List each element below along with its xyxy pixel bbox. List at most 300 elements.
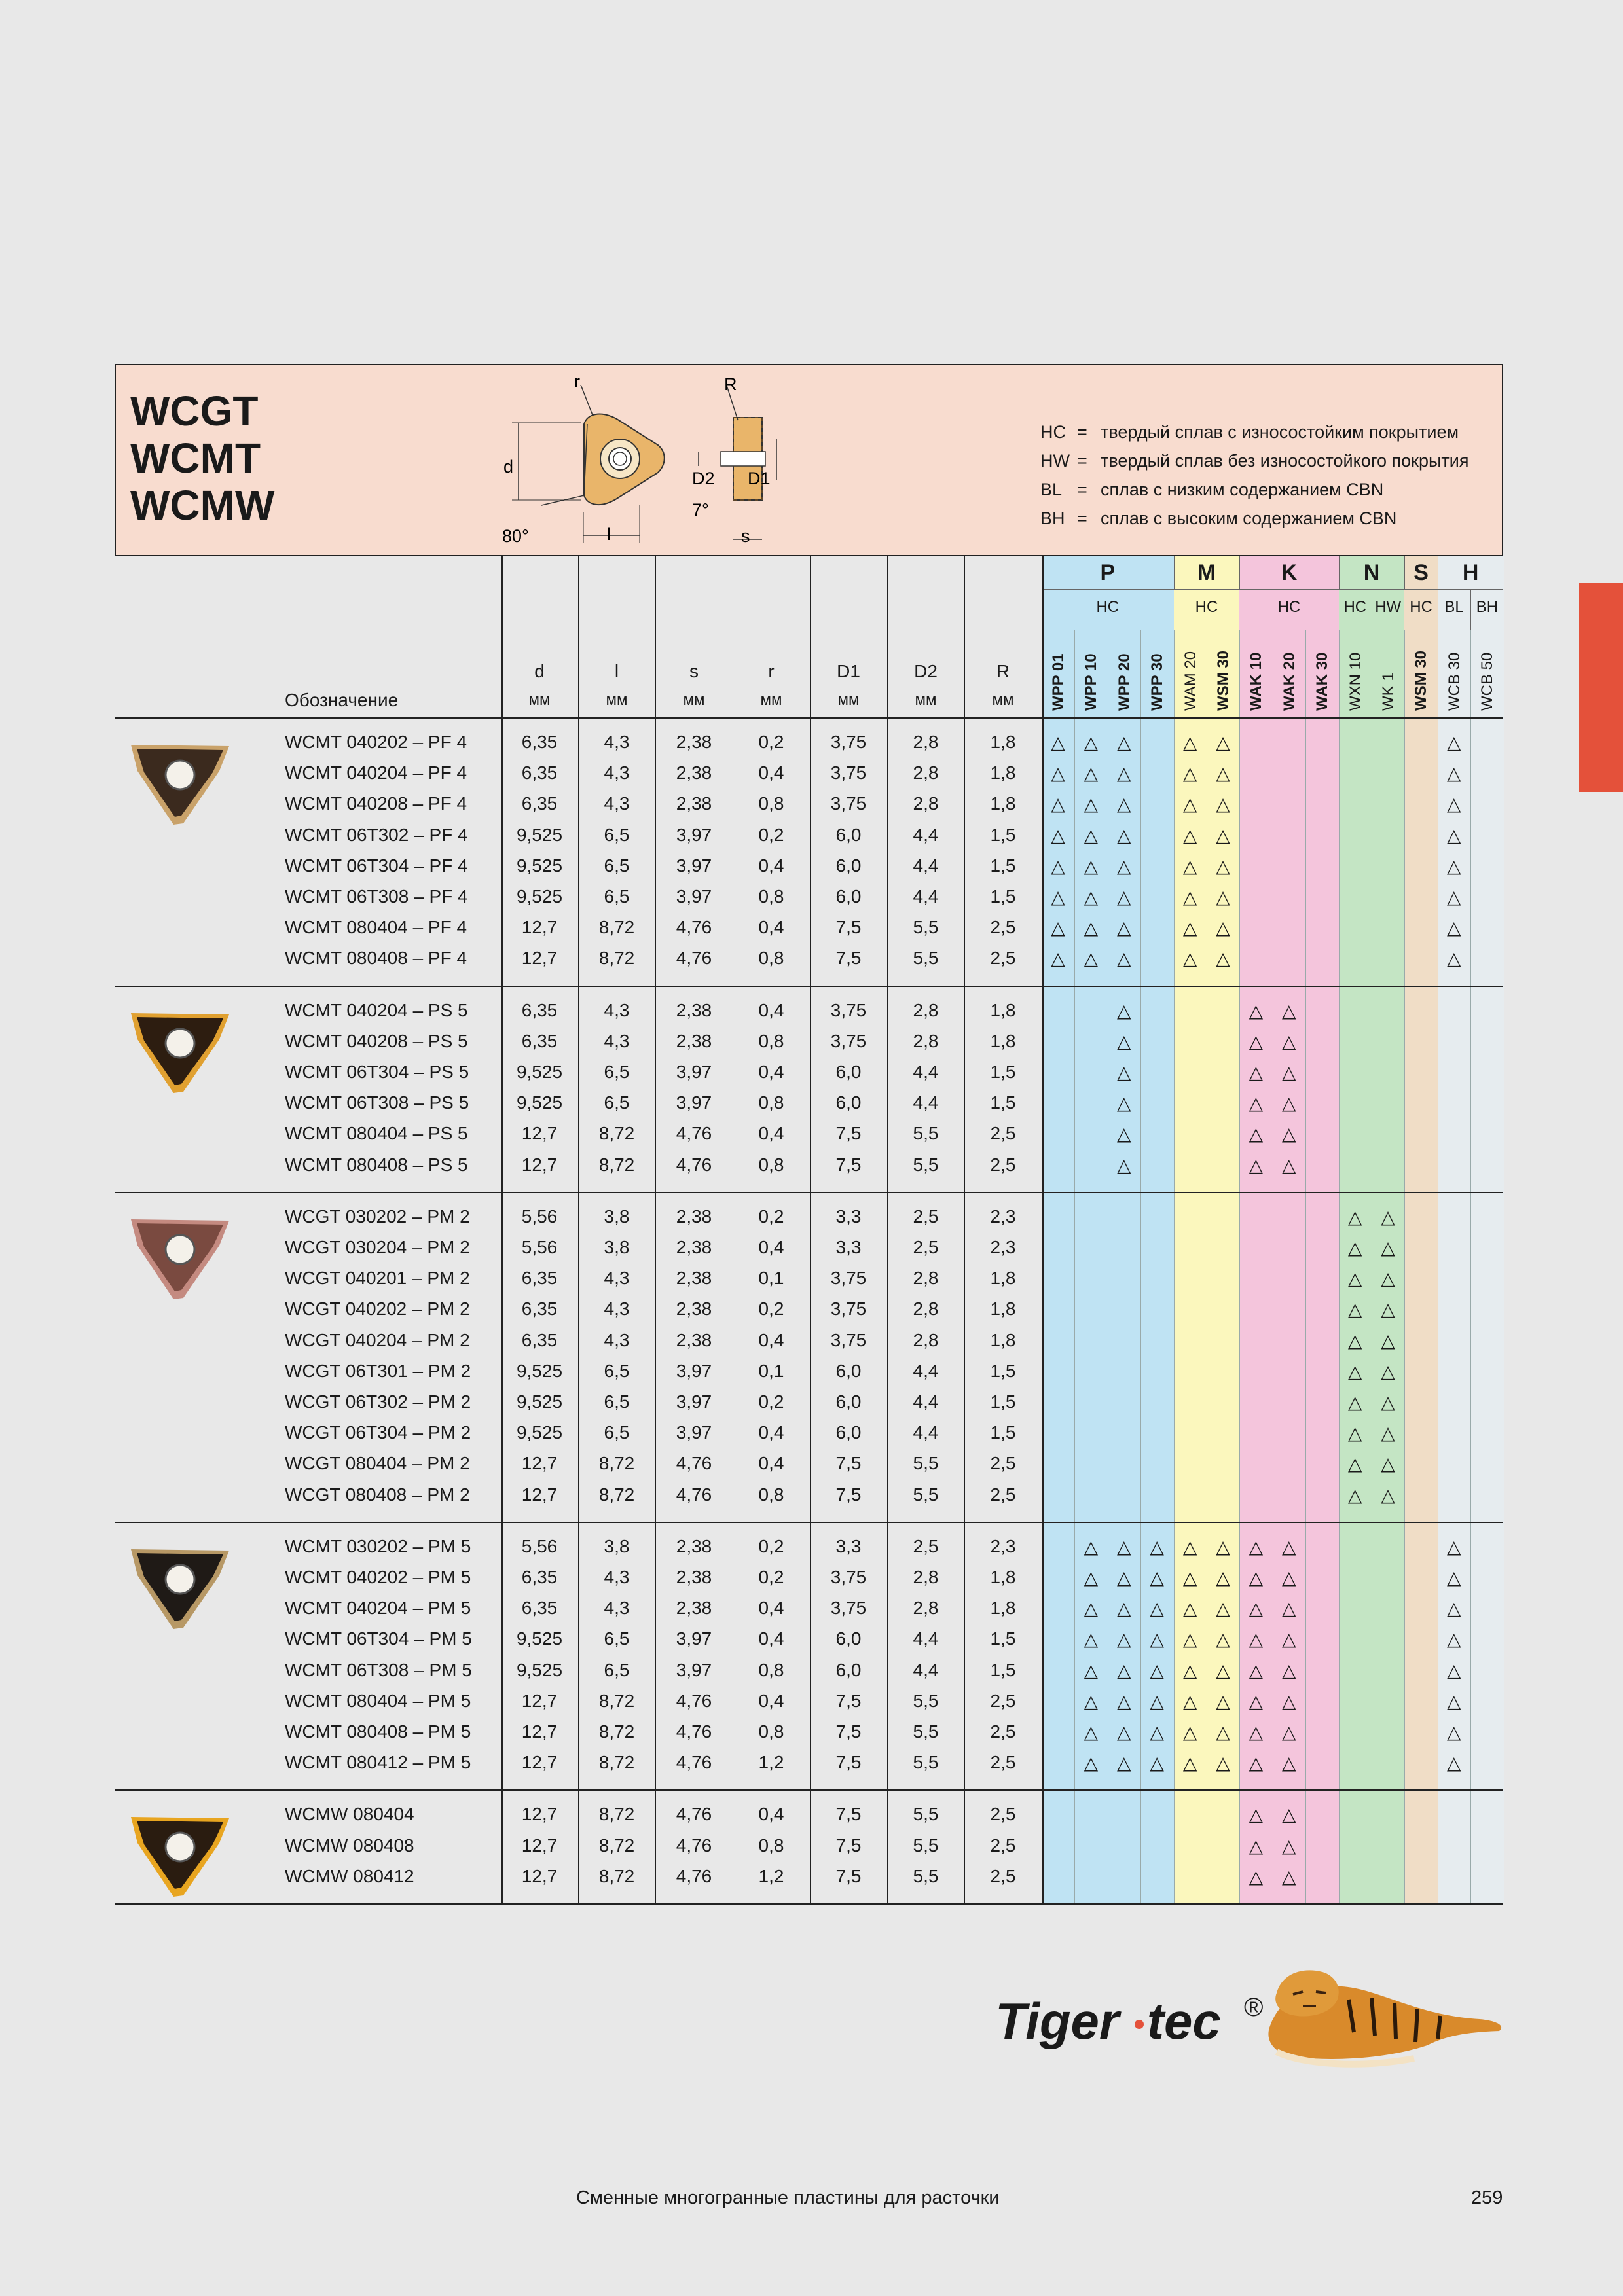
table-row-designation: WCMT 030202 – PM 5 — [285, 1535, 471, 1556]
table-cell-value: 0,8 — [758, 886, 784, 906]
table-cell-value: 8,72 — [598, 1690, 635, 1711]
table-cell-value: 2,5 — [990, 1123, 1016, 1144]
material-group-letter: H — [1462, 560, 1479, 585]
table-cell-value: 2,38 — [676, 1535, 712, 1556]
legend-row — [1040, 446, 1468, 475]
availability-mark: △ — [1447, 918, 1461, 939]
availability-mark: △ — [1182, 1691, 1197, 1712]
table-cell-value: 5,5 — [913, 917, 939, 938]
availability-mark: △ — [1182, 732, 1197, 753]
availability-mark: △ — [1216, 825, 1230, 846]
availability-mark: △ — [1117, 1031, 1131, 1052]
table-cell-value: 6,0 — [835, 1422, 862, 1443]
designation-header: Обозначение — [285, 690, 399, 710]
insert-geometry-diagram — [502, 374, 777, 551]
table-cell-value: 7,5 — [835, 948, 862, 969]
diagram-label-l: l — [607, 524, 611, 544]
availability-mark: △ — [1282, 1866, 1296, 1887]
table-cell-value: 12,7 — [521, 1154, 558, 1175]
availability-mark: △ — [1381, 1299, 1395, 1320]
availability-mark: △ — [1249, 1691, 1264, 1712]
legend-desc: твердый сплав с износостойким покрытием — [1101, 422, 1459, 442]
availability-mark: △ — [1249, 1722, 1264, 1742]
availability-mark: △ — [1084, 1753, 1099, 1774]
availability-mark: △ — [1381, 1238, 1395, 1258]
insert-photo-pm5 — [121, 1536, 239, 1634]
table-cell-value: 8,72 — [598, 1835, 635, 1856]
availability-mark: △ — [1447, 794, 1461, 815]
table-cell-value: 4,76 — [676, 1154, 712, 1175]
availability-mark: △ — [1216, 1536, 1230, 1557]
table-row-designation: WCGT 06T301 – PM 2 — [285, 1360, 471, 1381]
availability-mark: △ — [1282, 1062, 1296, 1083]
table-row-designation: WCMT 06T302 – PF 4 — [285, 824, 468, 845]
table-cell-value: 1,5 — [990, 1422, 1016, 1443]
table-cell-value: 3,75 — [830, 1567, 867, 1587]
table-cell-value: 1,5 — [990, 886, 1016, 906]
table-row-designation: WCMT 040204 – PF 4 — [285, 762, 467, 783]
table-row-designation: WCMT 06T308 – PS 5 — [285, 1092, 469, 1113]
table-cell-value: 5,56 — [521, 1535, 558, 1556]
table-cell-value: 8,72 — [598, 1154, 635, 1175]
availability-mark: △ — [1282, 1835, 1296, 1856]
table-cell-value: 4,76 — [676, 1752, 712, 1773]
dimension-header: d — [534, 661, 545, 681]
availability-mark: △ — [1182, 794, 1197, 815]
insert-photo-wcmw — [121, 1804, 239, 1902]
table-cell-value: 1,5 — [990, 855, 1016, 876]
table-cell-value: 3,97 — [676, 1391, 712, 1412]
table-cell-value: 12,7 — [521, 1721, 558, 1742]
availability-mark: △ — [1117, 948, 1131, 969]
availability-mark: △ — [1051, 855, 1065, 876]
divider — [1174, 556, 1175, 590]
table-cell-value: 0,4 — [758, 1329, 784, 1350]
table-cell-value: 1,8 — [990, 1299, 1016, 1319]
table-cell-value: 0,8 — [758, 1659, 784, 1680]
table-cell-value: 6,35 — [521, 1299, 558, 1319]
table-cell-value: 2,8 — [913, 1329, 939, 1350]
availability-mark: △ — [1150, 1629, 1164, 1650]
availability-mark: △ — [1216, 855, 1230, 876]
table-cell-value: 4,76 — [676, 917, 712, 938]
dimension-header: l — [614, 661, 619, 681]
table-cell-value: 1,5 — [990, 1092, 1016, 1113]
availability-mark: △ — [1249, 1753, 1264, 1774]
divider — [115, 717, 1503, 719]
table-cell-value: 2,38 — [676, 999, 712, 1020]
material-group-letter: K — [1281, 560, 1298, 585]
table-cell-value: 6,0 — [835, 1092, 862, 1113]
table-cell-value: 0,2 — [758, 1535, 784, 1556]
table-cell-value: 2,3 — [990, 1206, 1016, 1227]
dimension-header: R — [996, 661, 1010, 681]
table-cell-value: 0,1 — [758, 1268, 784, 1289]
table-cell-value: 0,4 — [758, 855, 784, 876]
table-cell-value: 5,5 — [913, 1804, 939, 1825]
table-cell-value: 9,525 — [516, 1391, 563, 1412]
table-cell-value: 12,7 — [521, 1123, 558, 1144]
table-cell-value: 6,35 — [521, 1030, 558, 1051]
table-cell-value: 4,76 — [676, 948, 712, 969]
table-cell-value: 2,5 — [990, 917, 1016, 938]
availability-mark: △ — [1381, 1206, 1395, 1227]
table-cell-value: 2,38 — [676, 1237, 712, 1257]
availability-mark: △ — [1249, 1093, 1264, 1114]
availability-mark: △ — [1051, 948, 1065, 969]
table-cell-value: 0,4 — [758, 1422, 784, 1443]
dimension-header: s — [689, 661, 699, 681]
table-cell-value: 2,38 — [676, 1329, 712, 1350]
availability-mark: △ — [1150, 1536, 1164, 1557]
table-cell-value: 0,4 — [758, 1628, 784, 1649]
table-cell-value: 6,35 — [521, 1268, 558, 1289]
table-cell-value: 7,5 — [835, 1865, 862, 1886]
table-row-designation: WCMT 080408 – PF 4 — [285, 948, 467, 969]
table-cell-value: 8,72 — [598, 1721, 635, 1742]
table-cell-value: 3,97 — [676, 855, 712, 876]
page-number: 259 — [1471, 2187, 1503, 2208]
legend-eq: = — [1077, 509, 1087, 528]
table-cell-value: 7,5 — [835, 1721, 862, 1742]
table-cell-value: 9,525 — [516, 1659, 563, 1680]
diagram-label-r: r — [574, 374, 580, 391]
availability-mark: △ — [1381, 1423, 1395, 1444]
table-cell-value: 6,0 — [835, 1360, 862, 1381]
table-cell-value: 8,72 — [598, 1804, 635, 1825]
availability-mark: △ — [1117, 1753, 1131, 1774]
divider — [1305, 630, 1306, 1903]
availability-mark: △ — [1447, 763, 1461, 784]
availability-mark: △ — [1117, 1093, 1131, 1114]
table-cell-value: 4,4 — [913, 824, 939, 845]
grade-name: WXN 10 — [1346, 652, 1364, 711]
availability-mark: △ — [1249, 1536, 1264, 1557]
table-cell-value: 8,72 — [598, 1123, 635, 1144]
table-cell-value: 4,4 — [913, 1391, 939, 1412]
table-cell-value: 9,525 — [516, 1092, 563, 1113]
table-cell-value: 2,38 — [676, 1567, 712, 1587]
table-cell-value: 0,2 — [758, 1206, 784, 1227]
availability-mark: △ — [1051, 794, 1065, 815]
table-cell-value: 1,5 — [990, 1628, 1016, 1649]
availability-mark: △ — [1282, 1155, 1296, 1175]
availability-mark: △ — [1150, 1598, 1164, 1619]
table-cell-value: 2,5 — [990, 1154, 1016, 1175]
dimension-unit: мм — [915, 691, 937, 709]
availability-mark: △ — [1182, 1536, 1197, 1557]
table-cell-value: 2,38 — [676, 732, 712, 752]
availability-mark: △ — [1117, 1568, 1131, 1588]
availability-mark: △ — [1216, 948, 1230, 969]
availability-mark: △ — [1282, 1536, 1296, 1557]
table-cell-value: 6,0 — [835, 824, 862, 845]
availability-mark: △ — [1216, 1568, 1230, 1588]
availability-mark: △ — [1249, 1000, 1264, 1021]
table-row-designation: WCMT 06T304 – PM 5 — [285, 1628, 472, 1649]
table-cell-value: 4,4 — [913, 1360, 939, 1381]
availability-mark: △ — [1182, 887, 1197, 907]
table-cell-value: 8,72 — [598, 1453, 635, 1474]
table-cell-value: 2,5 — [990, 1484, 1016, 1505]
table-cell-value: 1,8 — [990, 1030, 1016, 1051]
table-cell-value: 2,3 — [990, 1237, 1016, 1257]
grade-name: WPP 20 — [1115, 653, 1133, 711]
table-cell-value: 1,5 — [990, 1360, 1016, 1381]
table-row-designation: WCMT 06T308 – PF 4 — [285, 886, 468, 906]
table-cell-value: 4,3 — [604, 1598, 630, 1619]
availability-mark: △ — [1117, 1722, 1131, 1742]
table-cell-value: 1,2 — [758, 1865, 784, 1886]
table-row-designation: WCMT 080404 – PF 4 — [285, 917, 467, 938]
table-cell-value: 12,7 — [521, 1865, 558, 1886]
grade-type-label: HC — [1195, 598, 1218, 616]
grade-name: WAK 10 — [1247, 652, 1266, 711]
table-cell-value: 6,5 — [604, 1391, 630, 1412]
availability-mark: △ — [1182, 1568, 1197, 1588]
divider — [1239, 556, 1240, 590]
grade-column-bg — [1404, 556, 1437, 1903]
grade-column-bg — [1470, 556, 1503, 1903]
table-cell-value: 2,38 — [676, 1268, 712, 1289]
grade-name: WPP 10 — [1082, 653, 1101, 711]
table-cell-value: 12,7 — [521, 1484, 558, 1505]
table-cell-value: 1,8 — [990, 1329, 1016, 1350]
logo-dot — [1135, 2020, 1144, 2029]
dimension-unit: мм — [528, 691, 551, 709]
grade-name: WPP 30 — [1148, 653, 1167, 711]
table-row-designation: WCGT 06T304 – PM 2 — [285, 1422, 471, 1443]
table-cell-value: 3,97 — [676, 1628, 712, 1649]
availability-mark: △ — [1182, 1629, 1197, 1650]
table-cell-value: 1,5 — [990, 1391, 1016, 1412]
table-cell-value: 5,5 — [913, 1484, 939, 1505]
table-cell-value: 6,5 — [604, 1422, 630, 1443]
availability-mark: △ — [1381, 1330, 1395, 1351]
table-cell-value: 4,4 — [913, 1659, 939, 1680]
availability-mark: △ — [1447, 825, 1461, 846]
availability-mark: △ — [1347, 1330, 1362, 1351]
table-cell-value: 5,5 — [913, 1752, 939, 1773]
table-row-designation: WCGT 030202 – PM 2 — [285, 1206, 470, 1227]
availability-mark: △ — [1216, 732, 1230, 753]
table-cell-value: 0,1 — [758, 1360, 784, 1381]
legend-eq: = — [1077, 451, 1087, 471]
table-cell-value: 6,35 — [521, 762, 558, 783]
availability-mark: △ — [1182, 1660, 1197, 1681]
divider — [115, 1522, 1503, 1523]
table-cell-value: 1,5 — [990, 1062, 1016, 1082]
availability-mark: △ — [1216, 1722, 1230, 1742]
table-cell-value: 7,5 — [835, 1154, 862, 1175]
section-tab-marker — [1579, 583, 1623, 792]
table-cell-value: 6,35 — [521, 1567, 558, 1587]
table-cell-value: 8,72 — [598, 1752, 635, 1773]
legend-row — [1040, 504, 1468, 533]
availability-mark: △ — [1347, 1299, 1362, 1320]
table-cell-value: 2,38 — [676, 1206, 712, 1227]
availability-mark: △ — [1347, 1484, 1362, 1505]
availability-mark: △ — [1084, 918, 1099, 939]
availability-mark: △ — [1051, 918, 1065, 939]
table-cell-value: 5,5 — [913, 948, 939, 969]
availability-mark: △ — [1249, 1804, 1264, 1825]
availability-mark: △ — [1216, 1598, 1230, 1619]
dimension-header: D1 — [837, 661, 860, 681]
table-cell-value: 6,0 — [835, 886, 862, 906]
table-cell-value: 1,5 — [990, 1659, 1016, 1680]
table-cell-value: 4,4 — [913, 1062, 939, 1082]
table-cell-value: 3,97 — [676, 1659, 712, 1680]
availability-mark: △ — [1084, 1722, 1099, 1742]
availability-mark: △ — [1249, 1660, 1264, 1681]
table-cell-value: 3,75 — [830, 762, 867, 783]
header-panel — [115, 364, 1503, 556]
table-cell-value: 5,5 — [913, 1835, 939, 1856]
table-cell-value: 6,0 — [835, 855, 862, 876]
availability-mark: △ — [1117, 1155, 1131, 1175]
availability-mark: △ — [1347, 1238, 1362, 1258]
availability-mark: △ — [1447, 1568, 1461, 1588]
diagram-label-s: s — [741, 526, 750, 546]
table-cell-value: 6,5 — [604, 1659, 630, 1680]
divider — [1339, 556, 1340, 590]
logo-word-tiger: Tiger — [995, 1992, 1120, 2050]
availability-mark: △ — [1381, 1484, 1395, 1505]
table-cell-value: 2,38 — [676, 1299, 712, 1319]
table-cell-value: 4,3 — [604, 793, 630, 814]
table-cell-value: 3,97 — [676, 1360, 712, 1381]
grade-column-bg — [1372, 556, 1404, 1903]
table-cell-value: 0,8 — [758, 793, 784, 814]
table-cell-value: 0,4 — [758, 999, 784, 1020]
availability-mark: △ — [1447, 1722, 1461, 1742]
table-cell-value: 3,8 — [604, 1535, 630, 1556]
diagram-label-relief: 7° — [692, 500, 709, 520]
table-cell-value: 2,5 — [913, 1206, 939, 1227]
table-cell-value: 8,72 — [598, 1865, 635, 1886]
availability-mark: △ — [1117, 918, 1131, 939]
availability-mark: △ — [1447, 948, 1461, 969]
table-cell-value: 0,8 — [758, 1030, 784, 1051]
table-cell-value: 2,5 — [990, 1804, 1016, 1825]
availability-mark: △ — [1447, 1536, 1461, 1557]
availability-mark: △ — [1347, 1361, 1362, 1382]
availability-mark: △ — [1347, 1392, 1362, 1412]
legend-desc: сплав с низким содержанием CBN — [1101, 480, 1384, 499]
table-cell-value: 6,35 — [521, 1329, 558, 1350]
table-cell-value: 6,5 — [604, 1092, 630, 1113]
table-cell-value: 3,97 — [676, 886, 712, 906]
availability-mark: △ — [1182, 1722, 1197, 1742]
divider — [1339, 630, 1340, 1903]
table-cell-value: 5,5 — [913, 1123, 939, 1144]
legend-row — [1040, 418, 1468, 446]
availability-mark: △ — [1381, 1392, 1395, 1412]
table-cell-value: 5,5 — [913, 1690, 939, 1711]
logo-registered-mark: ® — [1244, 1993, 1264, 2022]
availability-mark: △ — [1216, 794, 1230, 815]
dimension-header: D2 — [914, 661, 938, 681]
availability-mark: △ — [1117, 1062, 1131, 1083]
legend-desc: твердый сплав без износостойкого покрытия — [1101, 451, 1469, 471]
availability-mark: △ — [1084, 887, 1099, 907]
grade-type-label: BL — [1444, 598, 1464, 616]
diagram-label-D1: D1 — [748, 469, 771, 488]
legend-eq: = — [1077, 480, 1087, 499]
availability-mark: △ — [1117, 825, 1131, 846]
availability-mark: △ — [1282, 1124, 1296, 1145]
table-cell-value: 3,75 — [830, 793, 867, 814]
availability-mark: △ — [1117, 1691, 1131, 1712]
availability-mark: △ — [1216, 1753, 1230, 1774]
availability-mark: △ — [1447, 1753, 1461, 1774]
table-cell-value: 2,5 — [913, 1237, 939, 1257]
table-cell-value: 0,8 — [758, 1154, 784, 1175]
availability-mark: △ — [1051, 825, 1065, 846]
table-cell-value: 4,3 — [604, 1030, 630, 1051]
divider — [115, 1192, 1503, 1193]
dimension-header: r — [768, 661, 775, 681]
availability-mark: △ — [1117, 887, 1131, 907]
table-cell-value: 2,5 — [990, 1865, 1016, 1886]
table-cell-value: 0,4 — [758, 1690, 784, 1711]
table-cell-value: 7,5 — [835, 1752, 862, 1773]
availability-mark: △ — [1117, 1124, 1131, 1145]
divider — [115, 1903, 1503, 1905]
availability-mark: △ — [1216, 763, 1230, 784]
insert-photo-pf — [121, 732, 239, 830]
table-cell-value: 9,525 — [516, 824, 563, 845]
availability-mark: △ — [1249, 1598, 1264, 1619]
table-cell-value: 6,35 — [521, 732, 558, 752]
availability-mark: △ — [1084, 732, 1099, 753]
availability-mark: △ — [1084, 855, 1099, 876]
availability-mark: △ — [1084, 948, 1099, 969]
table-cell-value: 3,75 — [830, 999, 867, 1020]
legend-desc: сплав с высоким содержанием CBN — [1101, 509, 1397, 528]
table-cell-value: 0,8 — [758, 1835, 784, 1856]
table-cell-value: 6,5 — [604, 855, 630, 876]
table-cell-value: 4,3 — [604, 732, 630, 752]
table-cell-value: 6,0 — [835, 1628, 862, 1649]
availability-mark: △ — [1182, 948, 1197, 969]
table-row-designation: WCMT 080412 – PM 5 — [285, 1752, 471, 1773]
table-cell-value: 9,525 — [516, 886, 563, 906]
availability-mark: △ — [1084, 763, 1099, 784]
table-row-designation: WCMW 080412 — [285, 1865, 414, 1886]
table-cell-value: 1,8 — [990, 999, 1016, 1020]
table-cell-value: 4,76 — [676, 1484, 712, 1505]
availability-mark: △ — [1347, 1206, 1362, 1227]
availability-mark: △ — [1084, 1536, 1099, 1557]
grade-name: WSM 30 — [1412, 650, 1431, 711]
table-cell-value: 2,38 — [676, 1030, 712, 1051]
table-cell-value: 4,76 — [676, 1721, 712, 1742]
grade-name: WAK 20 — [1280, 652, 1298, 711]
table-cell-value: 0,8 — [758, 1484, 784, 1505]
grade-name: WCB 50 — [1478, 652, 1497, 711]
grade-name: WCB 30 — [1445, 652, 1463, 711]
divider — [1140, 630, 1141, 1903]
table-cell-value: 1,8 — [990, 1567, 1016, 1587]
table-cell-value: 0,2 — [758, 732, 784, 752]
table-cell-value: 3,8 — [604, 1206, 630, 1227]
grade-type-label: HC — [1277, 598, 1301, 616]
table-cell-value: 9,525 — [516, 1062, 563, 1082]
table-cell-value: 7,5 — [835, 1123, 862, 1144]
availability-mark: △ — [1347, 1423, 1362, 1444]
